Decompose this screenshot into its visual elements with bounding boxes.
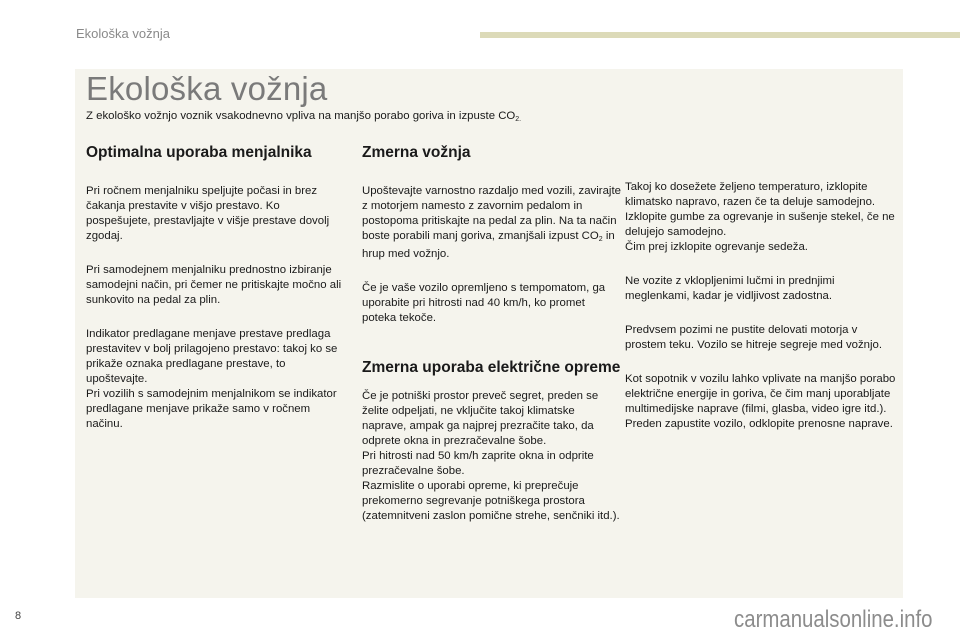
paragraph: Pri hitrosti nad 50 km/h zaprite okna in odprite prezračevalne šobe. (362, 450, 594, 477)
subscript: 2 (598, 236, 603, 243)
paragraph: Indikator predlagane menjave prestave predlaga prestavitev v bolj prilagojeno prestavo: takoj ko se prikaže oznaka predlagane prestave, to upoštevajte. (86, 328, 338, 385)
paragraph: Pri ročnem menjalniku speljujte počasi in brez čakanja prestavite v višjo prestavo. Ko pospešujete, prestavljajte v višje prestave dovolj zgodaj. (86, 185, 330, 242)
paragraph (362, 184, 622, 262)
running-head: Ekološka vožnja (76, 26, 170, 41)
section-heading: Zmerna uporaba električne opreme (362, 359, 621, 376)
paragraph: Čim prej izklopite ogrevanje sedeža. (625, 241, 808, 253)
paragraph: Pri samodejnem menjalniku prednostno izbiranje samodejni način, pri čemer ne pritiskajte močno ali sunkovito na pedal za plin. (86, 264, 342, 306)
paragraph: Izklopite gumbe za ogrevanje in sušenje stekel, če ne delujejo samodejno. (625, 211, 895, 238)
section-moderate-driving (362, 144, 622, 524)
page-number: 8 (15, 610, 22, 622)
paragraph: Predvsem pozimi ne pustite delovati motorja v prostem teku. Vozilo se hitreje segreje med vožnjo. (625, 324, 883, 351)
paragraph: Takoj ko dosežete željeno temperaturo, izklopite klimatsko napravo, razen če ta deluje samodejno. (625, 181, 876, 208)
paragraph: Če je potniški prostor preveč segret, preden se želite odpeljati, ne vključite takoj klimatske naprave, ampak ga najprej prezračite tako, da odprete okna in prezračevalne šobe. (362, 390, 599, 447)
paragraph: Ne vozite z vklopljenimi lučmi in prednjimi meglenkami, kadar je vidljivost zadostna. (625, 275, 835, 302)
intro-text (86, 110, 521, 123)
intro-text-body: Z ekološko vožnjo voznik vsakodnevno vpliva na manjšo porabo goriva in izpuste CO (86, 110, 516, 122)
paragraph: Kot sopotnik v vozilu lahko vplivate na manjšo porabo električne energije in goriva, če čim manj uporabljate multimedijske naprave (filmi, glasba, video igre itd.). (625, 373, 896, 415)
page-title: Ekološka vožnja (86, 70, 328, 107)
paragraph: Razmislite o uporabi opreme, ki preprečuje prekomerno segrevanje potniškega prostora (zatemnitveni zaslon pomične strehe, senčniki itd.). (362, 480, 620, 522)
section-gearbox (86, 144, 346, 432)
section-electrical-cont (625, 180, 900, 432)
paragraph: Pri vozilih s samodejnim menjalnikom se indikator predlagane menjave prikaže samo v ročnem načinu. (86, 388, 337, 430)
paragraph: Če je vaše vozilo opremljeno s tempomatom, ga uporabite pri hitrosti nad 40 km/h, ko promet poteka tekoče. (362, 282, 606, 324)
section-heading: Zmerna vožnja (362, 144, 471, 161)
header-rule (480, 32, 960, 38)
paragraph-text: Upoštevajte varnostno razdaljo med vozili, zavirajte z motorjem namesto z zavornim pedalom in postopoma pritiskajte na pedal za plin. Na ta način boste porabili manj goriva, zmanjšali izpust CO (362, 185, 621, 242)
paragraph: Preden zapustite vozilo, odklopite prenosne naprave. (625, 418, 893, 430)
intro-subscript: 2. (515, 116, 522, 123)
section-heading: Optimalna uporaba menjalnika (86, 144, 312, 161)
paragraph-text: in hrup med vožnjo. (362, 230, 615, 260)
watermark: carmanualsonline.info (733, 606, 932, 633)
